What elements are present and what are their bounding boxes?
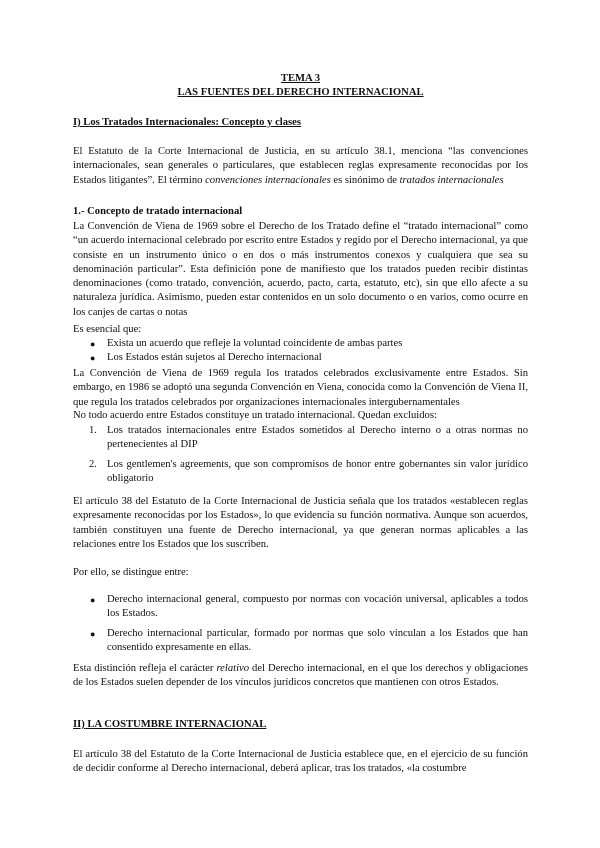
list-item: ● Los Estados están sujetos al Derecho internacional	[73, 351, 528, 365]
emphasis-treaties: tratados internacionales	[399, 174, 504, 186]
excluded-list	[73, 424, 528, 486]
vienna-conventions-paragraph: La Convención de Viena de 1969 regula los tratados celebrados exclusivamente entre Estados. Sin embargo, en 1986 se adoptó una segunda Convención en Viena, conocida como la Convención de Viena II, que regula los tratados celebrados por organizaciones internacionales intergubernamentales	[73, 368, 528, 408]
emphasis-conventions: convenciones internacionales	[205, 174, 331, 186]
list-item: 1. Los tratados internacionales entre Estados sometidos al Derecho interno o a otras normas no pertenecientes al DIP	[89, 425, 528, 451]
section-heading-treaties: I) Los Tratados Internacionales: Concepto y clases	[73, 117, 301, 128]
excluded-intro: No todo acuerdo entre Estados constituye un tratado internacional. Quedan excluidos:	[73, 410, 437, 421]
relative-character-paragraph: Esta distinción refleja el carácter relativo del Derecho internacional, en el que los derechos y obligaciones de los Estados suelen depender de los vínculos jurídicos concretos que mantienen con otros Estados.	[73, 663, 528, 689]
subsection-heading-concept: 1.- Concepto de tratado internacional	[73, 206, 243, 217]
list-item: 2. Los gentlemen's agreements, que son compromisos de honor entre gobernantes sin valor jurídico obligatorio	[89, 458, 528, 484]
document-title-main: LAS FUENTES DEL DERECHO INTERNACIONAL	[177, 87, 424, 98]
distinction-intro: Por ello, se distingue entre:	[73, 567, 189, 578]
bullet-icon: ●	[90, 353, 96, 364]
list-item: ● Derecho internacional general, compuesto por normas con vocación universal, aplicables a todos los Estados.	[90, 594, 528, 620]
section-heading-custom: II) LA COSTUMBRE INTERNACIONAL	[73, 719, 267, 730]
list-item: ● Derecho internacional particular, formado por normas que solo vinculan a los Estados que han consentido expresamente en ellas.	[90, 627, 528, 653]
law-kinds-list	[73, 593, 528, 655]
list-number: 2.	[89, 458, 97, 470]
essential-intro: Es esencial que:	[73, 324, 142, 335]
article-38-paragraph: El artículo 38 del Estatuto de la Corte Internacional de Justicia señala que los tratados «establecen reglas expresamente reconocidas por los Estados», lo que evidencia su función normativa. Aunque son acuerdos, también constituyen una fuente de Derecho internacional, ya que generan normas aplicables a las relaciones entre los Estados que los suscriben.	[73, 496, 528, 550]
vienna-definition-paragraph: La Convención de Viena de 1969 sobre el Derecho de los Tratado define el “tratado internacional” como “un acuerdo internacional celebrado por escrito entre Estados y regido por el Derecho internacional, ya que consiste en un instrumento único o en dos o más instrumentos conexos y cualquiera que sea su denominación particular”. Esta definición pone de manifiesto que los tratados pueden recibir distintas denominaciones (como tratado, convención, acuerdo, pacto, carta, estatuto, etc), sin que ello afecte a su naturaleza jurídica. Asimismo, pueden estar contenidos en un solo documento o en varios, como ocurre en los canjes de cartas o notas	[73, 221, 528, 318]
document-title-topic: TEMA 3	[280, 73, 321, 84]
custom-intro-paragraph: El artículo 38 del Estatuto de la Corte Internacional de Justicia establece que, en el ejercicio de su función de decidir conforme al Derecho internacional, deberá aplicar, tras los tratados, «la costumbre	[73, 749, 528, 775]
list-item: ● Exista un acuerdo que refleje la voluntad coincidente de ambas partes	[73, 337, 528, 351]
treaties-intro-paragraph: El Estatuto de la Corte Internacional de Justicia, en su artículo 38.1, menciona “las convenciones internacionales, sean generales o particulares, que establecen reglas expresamente reconocidas por los Estados litigantes”. El término convenciones internacionales es sinónimo de tratados internacionales	[73, 146, 528, 186]
bullet-icon: ●	[90, 339, 96, 349]
bullet-icon: ●	[90, 628, 96, 639]
list-number: 1.	[89, 425, 97, 436]
essential-list	[73, 337, 528, 366]
bullet-icon: ●	[90, 595, 96, 605]
emphasis-relative: relativo	[216, 663, 250, 674]
